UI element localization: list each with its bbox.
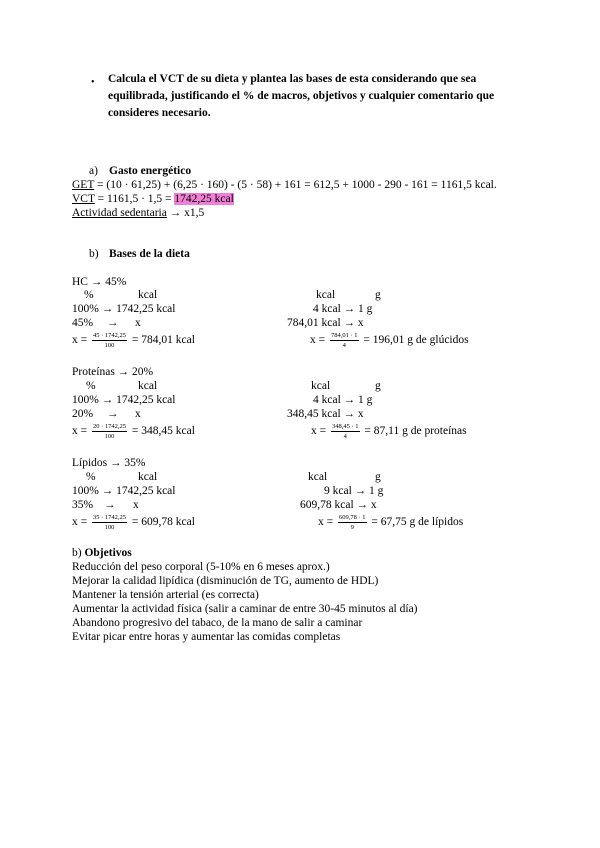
- lip-row-pct: 35%: [72, 499, 94, 511]
- objectives-marker: b): [72, 547, 82, 559]
- activity-line: [72, 206, 204, 221]
- prot-frac-den: 100: [104, 433, 115, 440]
- lip-equation: [72, 514, 195, 531]
- lip-eq-prefix: x =: [72, 516, 90, 529]
- prot-fraction: [92, 423, 127, 440]
- hc-row-x: x: [135, 317, 141, 329]
- lip-row-100: 100% → 1742,25 kcal: [72, 485, 176, 497]
- lip-heading: Lípidos → 35%: [72, 457, 146, 469]
- section-b-marker: b): [89, 248, 99, 260]
- hc-eq-prefix: x =: [72, 334, 90, 347]
- lip-eq-result: = 609,78 kcal: [129, 516, 195, 529]
- prot-r-eq-prefix: x =: [311, 425, 329, 438]
- activity-label: Actividad sedentaria: [72, 207, 167, 219]
- prot-r-frac-den: 4: [343, 433, 347, 440]
- hc-header-pct: %: [84, 289, 94, 301]
- section-b-title: Bases de la dieta: [109, 248, 190, 260]
- lip-frac-num: 35 · 1742,25: [93, 514, 127, 521]
- hc-equation: [72, 332, 195, 349]
- question-line-2: equilibrada, justificando el % de macros, objetivos y cualquier comentario que: [108, 90, 495, 102]
- hc-frac-num: 45 · 1742,25: [93, 332, 127, 339]
- lip-r-eq-prefix: x =: [318, 516, 336, 529]
- question-line-3: consideres necesario.: [108, 107, 211, 119]
- lip-r-header-kcal: kcal: [308, 471, 328, 483]
- lip-r-frac-den: 9: [350, 524, 354, 531]
- prot-eq-result: = 348,45 kcal: [129, 425, 195, 438]
- prot-r-row2: 348,45 kcal → x: [287, 408, 364, 420]
- vct-line: [72, 192, 234, 207]
- lip-r-frac-num: 609,78 · 1: [339, 514, 366, 521]
- prot-equation: [72, 423, 195, 440]
- section-a-title: Gasto energético: [109, 165, 192, 177]
- prot-row-pct: 20%: [72, 408, 94, 420]
- prot-r-equation: [311, 423, 467, 440]
- hc-r-eq-prefix: x =: [310, 334, 328, 347]
- objective-item: Abandono progresivo del tabaco, de la mano de salir a caminar: [72, 617, 363, 629]
- prot-r-header-g: g: [375, 380, 381, 392]
- activity-value: → x1,5: [166, 207, 205, 219]
- lip-header-kcal: kcal: [138, 471, 158, 483]
- hc-heading: HC → 45%: [72, 276, 127, 288]
- lip-row-x: x: [133, 499, 139, 511]
- prot-heading: Proteínas → 20%: [72, 366, 154, 378]
- hc-r-row2: 784,01 kcal → x: [287, 317, 364, 329]
- objective-item: Reducción del peso corporal (5-10% en 6 meses aprox.): [72, 561, 330, 573]
- hc-r-header-g: g: [375, 289, 381, 301]
- hc-row-pct: 45%: [72, 317, 94, 329]
- objective-item: Aumentar la actividad física (salir a caminar de entre 30-45 minutos al día): [72, 603, 418, 615]
- lip-r-header-g: g: [375, 471, 381, 483]
- vct-label: VCT: [72, 193, 95, 205]
- hc-fraction: [92, 332, 127, 349]
- prot-r-header-kcal: kcal: [311, 380, 331, 392]
- hc-frac-den: 100: [104, 342, 115, 349]
- hc-r-equation: [310, 332, 469, 349]
- vct-formula: = 1161,5 · 1,5 =: [94, 193, 175, 205]
- section-a-marker: a): [89, 165, 98, 177]
- prot-header-pct: %: [86, 380, 96, 392]
- hc-eq-result: = 784,01 kcal: [129, 334, 195, 347]
- hc-r-fraction: [330, 332, 359, 349]
- prot-eq-prefix: x =: [72, 425, 90, 438]
- question-line-1: Calcula el VCT de su dieta y plantea las bases de esta considerando que sea: [108, 73, 477, 85]
- hc-r-row1: 4 kcal → 1 g: [313, 303, 373, 315]
- lip-r-row2: 609,78 kcal → x: [300, 499, 377, 511]
- objective-item: Evitar picar entre horas y aumentar las comidas completas: [72, 631, 341, 643]
- objective-item: Mejorar la calidad lipídica (disminución de TG, aumento de HDL): [72, 575, 379, 587]
- objectives-heading: [72, 546, 132, 561]
- prot-row-x: x: [135, 408, 141, 420]
- lip-row-arrow: →: [104, 499, 116, 511]
- lip-r-eq-result: = 67,75 g de lípidos: [368, 516, 464, 529]
- vct-result-highlight: 1742,25 kcal: [174, 193, 234, 205]
- hc-r-frac-num: 784,01 · 1: [331, 332, 358, 339]
- lip-r-equation: [318, 514, 463, 531]
- lip-frac-den: 100: [104, 524, 115, 531]
- prot-r-row1: 4 kcal → 1 g: [313, 394, 373, 406]
- lip-header-pct: %: [86, 471, 96, 483]
- lip-fraction: [92, 514, 127, 531]
- prot-header-kcal: kcal: [138, 380, 158, 392]
- get-label: GET: [72, 179, 95, 191]
- bullet-icon: •: [91, 77, 95, 88]
- get-formula: = (10 · 61,25) + (6,25 · 160) - (5 · 58) + 161 = 612,5 + 1000 - 290 - 161 = 1161,5 kcal.: [94, 179, 497, 191]
- prot-r-fraction: [331, 423, 360, 440]
- hc-header-kcal: kcal: [138, 289, 158, 301]
- hc-r-frac-den: 4: [342, 342, 346, 349]
- hc-r-eq-result: = 196,01 g de glúcidos: [360, 334, 469, 347]
- hc-row-100: 100% → 1742,25 kcal: [72, 303, 176, 315]
- lip-r-fraction: [338, 514, 367, 531]
- hc-row-arrow: →: [107, 317, 119, 329]
- prot-r-frac-num: 348,45 · 1: [332, 423, 359, 430]
- lip-r-row1: 9 kcal → 1 g: [324, 485, 384, 497]
- objective-item: Mantener la tensión arterial (es correcta): [72, 589, 259, 601]
- get-line: [72, 178, 497, 193]
- prot-r-eq-result: = 87,11 g de proteínas: [361, 425, 467, 438]
- objectives-title: Objetivos: [84, 547, 132, 559]
- prot-row-100: 100% → 1742,25 kcal: [72, 394, 176, 406]
- prot-frac-num: 20 · 1742,25: [93, 423, 127, 430]
- prot-row-arrow: →: [107, 408, 119, 420]
- hc-r-header-kcal: kcal: [316, 289, 336, 301]
